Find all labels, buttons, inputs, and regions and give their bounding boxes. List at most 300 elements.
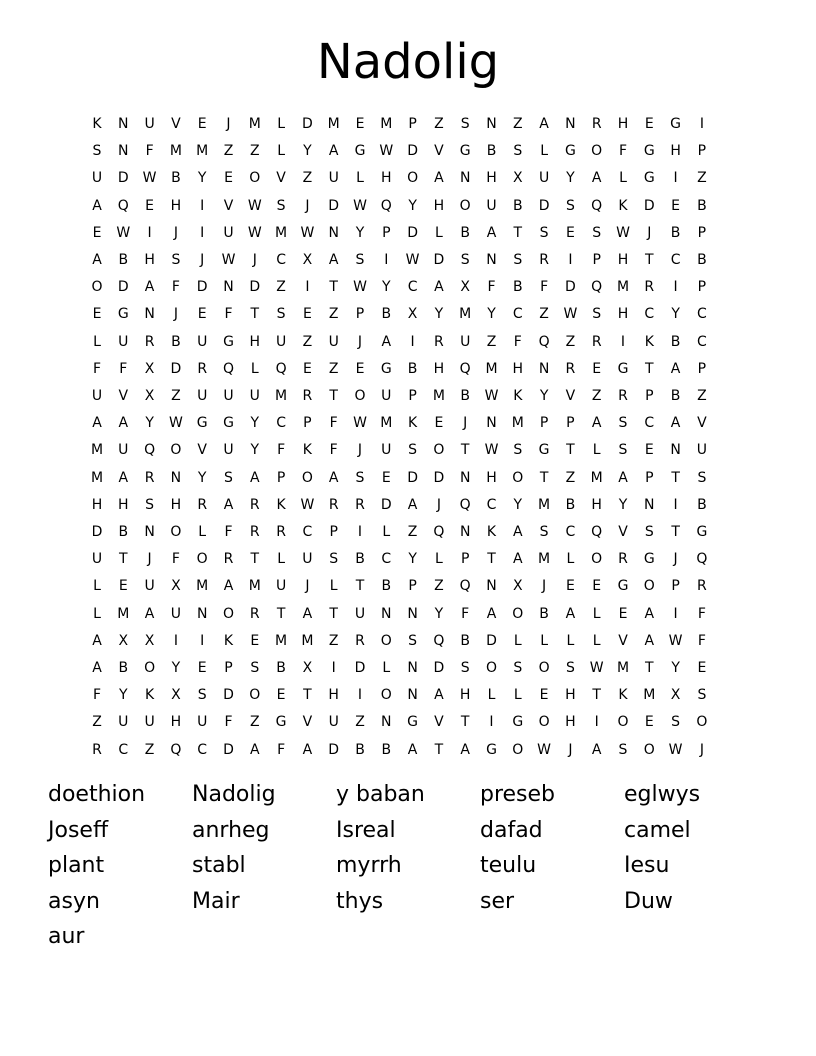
grid-letter: F: [461, 605, 470, 622]
grid-letter: L: [566, 551, 575, 568]
grid-letter: K: [513, 388, 523, 404]
grid-letter: N: [644, 496, 655, 513]
grid-letter: F: [92, 360, 102, 377]
grid-letter: E: [118, 578, 128, 595]
grid-letter: N: [486, 116, 497, 132]
grid-letter: I: [410, 333, 415, 350]
word-list-item: camel: [624, 817, 691, 843]
grid-letter: Q: [696, 551, 708, 568]
grid-letter: X: [144, 388, 155, 404]
grid-letter: D: [407, 469, 418, 486]
grid-letter: H: [170, 197, 182, 214]
grid-letter: O: [591, 551, 603, 568]
grid-letter: S: [276, 306, 286, 323]
grid-letter: R: [92, 741, 102, 758]
grid-letter: G: [643, 551, 655, 568]
grid-letter: N: [407, 687, 418, 704]
grid-letter: F: [329, 415, 338, 432]
word-list-item: anrheg: [192, 817, 270, 843]
grid-letter: E: [434, 415, 444, 432]
grid-letter: R: [539, 252, 549, 268]
word-list-item: plant: [48, 853, 105, 878]
grid-letter: E: [276, 687, 286, 704]
word-list-item: Isreal: [336, 817, 396, 843]
grid-letter: W: [405, 252, 420, 268]
grid-letter: Q: [459, 578, 471, 595]
grid-letter: S: [592, 306, 602, 323]
grid-letter: S: [171, 252, 181, 268]
grid-letter: S: [460, 252, 470, 268]
grid-letter: F: [540, 279, 549, 296]
grid-letter: F: [119, 360, 128, 377]
grid-letter: W: [668, 632, 683, 649]
grid-letter: V: [565, 388, 576, 404]
grid-letter: K: [618, 197, 628, 214]
grid-letter: W: [116, 224, 131, 241]
grid-letter: U: [170, 605, 182, 622]
grid-letter: F: [224, 524, 233, 540]
grid-letter: P: [408, 578, 417, 595]
grid-letter: C: [276, 252, 286, 268]
grid-letter: R: [355, 632, 365, 649]
grid-letter: T: [250, 306, 260, 323]
grid-letter: H: [670, 143, 681, 160]
grid-letter: A: [591, 415, 602, 432]
grid-letter: H: [617, 306, 629, 323]
grid-letter: Y: [487, 306, 496, 323]
grid-letter: M: [275, 388, 288, 404]
grid-letter: J: [226, 116, 231, 132]
grid-letter: Q: [591, 279, 603, 296]
grid-letter: G: [354, 143, 366, 160]
grid-letter: A: [92, 197, 102, 214]
grid-letter: H: [512, 360, 524, 377]
grid-letter: M: [485, 360, 498, 377]
grid-letter: P: [645, 469, 654, 486]
grid-letter: E: [381, 469, 391, 486]
grid-letter: R: [565, 360, 576, 377]
grid-letter: D: [328, 197, 340, 214]
grid-letter: A: [486, 605, 497, 622]
grid-letter: Q: [459, 496, 471, 513]
grid-letter: L: [540, 632, 548, 649]
word-list-item: myrrh: [336, 853, 402, 878]
grid-letter: D: [328, 741, 340, 758]
grid-letter: P: [408, 116, 417, 132]
grid-letter: B: [118, 524, 129, 540]
grid-letter: Q: [222, 360, 235, 377]
grid-letter: Y: [250, 442, 260, 459]
grid-letter: O: [617, 714, 629, 731]
grid-letter: J: [147, 551, 152, 568]
grid-letter: G: [512, 714, 524, 731]
grid-letter: T: [645, 660, 654, 676]
word-list-item: doethion: [48, 782, 146, 807]
grid-letter: B: [539, 605, 549, 622]
grid-letter: A: [407, 741, 418, 758]
grid-letter: D: [380, 496, 392, 513]
grid-letter: X: [460, 279, 470, 296]
grid-letter: T: [487, 551, 496, 568]
grid-letter: F: [224, 714, 233, 731]
grid-letter: T: [276, 605, 286, 622]
grid-letter: K: [92, 116, 102, 132]
grid-letter: Z: [434, 116, 444, 132]
grid-letter: X: [407, 306, 418, 323]
grid-letter: S: [513, 442, 523, 459]
grid-letter: S: [565, 197, 575, 214]
grid-letter: I: [200, 197, 205, 214]
grid-letter: C: [697, 333, 707, 350]
grid-letter: C: [118, 741, 129, 758]
grid-letter: D: [354, 660, 366, 676]
grid-letter: I: [489, 714, 494, 731]
grid-letter: Z: [407, 524, 418, 540]
grid-letter: B: [276, 660, 286, 676]
grid-letter: I: [331, 660, 336, 676]
grid-letter: R: [355, 496, 365, 513]
grid-letter: H: [565, 714, 576, 731]
grid-letter: W: [537, 741, 552, 758]
grid-letter: D: [407, 143, 418, 160]
grid-letter: D: [433, 660, 445, 676]
grid-letter: T: [566, 442, 575, 459]
grid-letter: I: [357, 524, 363, 540]
grid-letter: T: [355, 578, 365, 595]
grid-letter: V: [434, 143, 444, 160]
grid-letter: A: [92, 252, 102, 268]
grid-letter: R: [328, 496, 339, 513]
grid-letter: F: [277, 442, 286, 459]
grid-letter: Z: [328, 632, 339, 649]
grid-letter: D: [117, 279, 129, 296]
grid-letter: A: [328, 143, 339, 160]
word-list-item: Duw: [624, 888, 673, 914]
grid-letter: P: [645, 388, 654, 404]
grid-letter: L: [487, 687, 496, 704]
grid-letter: N: [486, 415, 497, 432]
grid-letter: F: [513, 333, 522, 350]
grid-letter: M: [327, 116, 340, 132]
grid-letter: B: [697, 197, 707, 214]
grid-letter: O: [91, 279, 103, 296]
grid-letter: I: [357, 687, 363, 704]
grid-letter: S: [618, 741, 628, 758]
grid-letter: E: [618, 605, 628, 622]
grid-letter: L: [434, 224, 443, 241]
grid-letter: C: [381, 551, 392, 568]
grid-letter: A: [460, 741, 470, 758]
word-list-item: Mair: [192, 888, 240, 914]
grid-letter: R: [434, 333, 444, 350]
grid-letter: W: [300, 496, 315, 513]
grid-letter: A: [118, 469, 129, 486]
grid-letter: W: [616, 224, 630, 241]
grid-letter: M: [380, 415, 393, 432]
grid-letter: Y: [145, 415, 154, 432]
grid-letter: W: [353, 415, 367, 432]
grid-letter: W: [142, 170, 157, 187]
grid-letter: I: [384, 252, 389, 268]
grid-letter: Y: [408, 551, 417, 568]
grid-letter: M: [432, 388, 445, 404]
grid-letter: R: [197, 496, 208, 513]
grid-letter: O: [591, 143, 603, 160]
grid-letter: N: [407, 605, 418, 622]
grid-letter: S: [697, 687, 707, 704]
grid-letter: F: [697, 632, 706, 649]
grid-letter: G: [617, 578, 629, 595]
grid-letter: T: [303, 687, 312, 704]
grid-letter: I: [305, 279, 310, 296]
grid-letter: N: [381, 714, 392, 731]
grid-letter: E: [250, 632, 260, 649]
grid-letter: I: [699, 116, 704, 132]
grid-letter: L: [566, 632, 575, 649]
grid-letter: K: [145, 687, 155, 704]
grid-letter: Y: [618, 496, 628, 513]
grid-letter: A: [328, 469, 339, 486]
grid-letter: O: [380, 687, 392, 704]
grid-letter: Z: [223, 143, 234, 160]
grid-letter: J: [647, 224, 652, 241]
grid-letter: N: [144, 524, 155, 540]
grid-letter: O: [170, 442, 182, 459]
grid-letter: M: [275, 632, 288, 649]
grid-letter: Y: [355, 224, 365, 241]
word-list-item: y baban: [336, 782, 425, 807]
grid-letter: V: [118, 388, 129, 404]
grid-letter: J: [542, 578, 547, 595]
grid-letter: X: [118, 632, 129, 649]
grid-letter: U: [538, 170, 550, 187]
grid-letter: U: [460, 333, 471, 350]
grid-letter: N: [670, 442, 681, 459]
grid-letter: S: [355, 469, 365, 486]
grid-letter: V: [223, 197, 234, 214]
grid-letter: O: [512, 741, 524, 758]
grid-letter: N: [170, 469, 182, 486]
grid-letter: E: [355, 116, 365, 132]
grid-letter: O: [512, 469, 524, 486]
grid-letter: H: [591, 496, 602, 513]
grid-letter: C: [644, 415, 655, 432]
grid-letter: C: [197, 741, 208, 758]
grid-letter: Q: [591, 197, 603, 214]
grid-letter: E: [644, 116, 654, 132]
word-list-item: Joseff: [48, 817, 109, 843]
grid-letter: G: [643, 170, 655, 187]
grid-letter: A: [434, 279, 444, 296]
grid-letter: R: [591, 333, 602, 350]
grid-letter: Z: [697, 170, 707, 187]
grid-letter: J: [173, 306, 178, 323]
grid-letter: L: [93, 333, 101, 350]
grid-letter: U: [249, 388, 260, 404]
grid-letter: U: [486, 197, 497, 214]
grid-letter: C: [486, 496, 497, 513]
grid-letter: H: [486, 469, 497, 486]
grid-letter: A: [434, 687, 444, 704]
grid-letter: Y: [671, 306, 680, 323]
grid-letter: T: [434, 741, 444, 758]
grid-letter: H: [381, 170, 392, 187]
grid-letter: G: [380, 360, 392, 377]
grid-letter: A: [644, 605, 655, 622]
grid-letter: H: [459, 687, 471, 704]
grid-letter: H: [170, 714, 182, 731]
grid-letter: Y: [539, 388, 549, 404]
grid-letter: U: [223, 224, 234, 241]
grid-letter: O: [696, 714, 708, 731]
grid-letter: M: [196, 143, 209, 160]
grid-letter: X: [171, 578, 181, 595]
grid-letter: E: [592, 360, 602, 377]
grid-letter: N: [328, 224, 339, 241]
grid-letter: M: [90, 442, 104, 459]
grid-letter: F: [618, 143, 628, 160]
grid-letter: T: [119, 551, 128, 568]
grid-letter: G: [275, 714, 287, 731]
grid-letter: N: [407, 660, 418, 676]
grid-letter: L: [277, 116, 285, 132]
grid-letter: Y: [197, 170, 207, 187]
grid-letter: P: [303, 415, 312, 432]
grid-letter: V: [618, 524, 628, 540]
grid-letter: E: [565, 224, 575, 241]
grid-letter: V: [197, 442, 207, 459]
grid-letter: L: [592, 632, 601, 649]
grid-letter: L: [198, 524, 207, 540]
grid-letter: H: [328, 687, 339, 704]
grid-letter: F: [145, 143, 154, 160]
grid-letter: Z: [328, 306, 339, 323]
grid-letter: U: [223, 442, 234, 459]
grid-letter: G: [670, 116, 682, 132]
grid-letter: E: [697, 660, 707, 676]
grid-letter: F: [277, 741, 286, 758]
grid-letter: C: [644, 306, 655, 323]
grid-letter: A: [565, 605, 576, 622]
grid-letter: E: [671, 197, 681, 214]
grid-letter: M: [380, 116, 393, 132]
grid-letter: S: [408, 632, 418, 649]
grid-letter: A: [513, 551, 523, 568]
grid-letter: K: [486, 524, 497, 540]
grid-letter: E: [644, 714, 654, 731]
grid-letter: Z: [697, 388, 707, 404]
grid-letter: E: [592, 578, 602, 595]
grid-letter: L: [540, 143, 548, 160]
grid-letter: D: [223, 687, 234, 704]
grid-letter: U: [197, 388, 208, 404]
grid-letter: N: [118, 116, 129, 132]
grid-letter: X: [144, 360, 155, 377]
grid-letter: W: [221, 252, 236, 268]
grid-letter: T: [645, 360, 654, 377]
grid-letter: A: [591, 170, 602, 187]
grid-letter: W: [247, 197, 262, 214]
grid-letter: Y: [434, 605, 444, 622]
grid-letter: H: [249, 333, 261, 350]
grid-letter: E: [302, 306, 312, 323]
grid-letter: S: [329, 551, 339, 568]
grid-letter: L: [93, 578, 101, 595]
grid-letter: U: [144, 578, 155, 595]
grid-letter: Z: [486, 333, 497, 350]
grid-letter: L: [434, 551, 443, 568]
grid-letter: H: [433, 197, 445, 214]
grid-letter: Y: [566, 170, 575, 187]
grid-letter: X: [670, 687, 681, 704]
grid-letter: N: [196, 605, 208, 622]
grid-letter: B: [512, 279, 523, 296]
grid-letter: K: [408, 415, 418, 432]
grid-letter: H: [617, 116, 629, 132]
grid-letter: A: [328, 252, 339, 268]
grid-letter: Q: [117, 197, 129, 214]
grid-letter: U: [354, 605, 366, 622]
grid-letter: O: [407, 170, 419, 187]
grid-letter: U: [381, 388, 392, 404]
grid-letter: P: [460, 551, 470, 568]
grid-letter: B: [460, 224, 470, 241]
grid-letter: A: [434, 170, 444, 187]
grid-letter: D: [223, 741, 234, 758]
grid-letter: I: [594, 714, 599, 731]
grid-letter: A: [302, 741, 313, 758]
grid-letter: M: [169, 143, 182, 160]
grid-letter: A: [591, 741, 602, 758]
grid-letter: P: [382, 224, 391, 241]
grid-letter: L: [250, 360, 259, 377]
grid-letter: Q: [380, 197, 392, 214]
grid-letter: B: [486, 143, 497, 160]
grid-letter: A: [250, 469, 260, 486]
grid-letter: R: [197, 360, 208, 377]
grid-letter: L: [382, 524, 391, 540]
grid-letter: O: [380, 632, 392, 649]
grid-letter: E: [197, 116, 207, 132]
grid-letter: U: [91, 170, 103, 187]
grid-letter: W: [168, 415, 183, 432]
grid-letter: L: [382, 660, 391, 676]
grid-letter: I: [673, 170, 678, 187]
grid-letter: A: [92, 632, 102, 649]
grid-letter: S: [250, 660, 260, 676]
grid-letter: Y: [171, 660, 181, 676]
grid-letter: W: [353, 279, 367, 296]
grid-letter: Z: [434, 578, 444, 595]
grid-letter: J: [568, 741, 573, 758]
grid-letter: M: [643, 687, 656, 704]
grid-letter: I: [568, 252, 573, 268]
grid-letter: O: [433, 442, 445, 459]
grid-letter: T: [329, 605, 338, 622]
grid-letter: J: [673, 551, 678, 568]
grid-letter: U: [144, 116, 155, 132]
grid-letter: S: [671, 714, 681, 731]
grid-letter: G: [486, 741, 497, 758]
grid-letter: Y: [303, 143, 312, 160]
grid-letter: G: [407, 714, 419, 731]
grid-letter: C: [670, 252, 681, 268]
grid-letter: I: [200, 632, 205, 649]
grid-letter: M: [90, 469, 104, 486]
grid-letter: X: [171, 687, 181, 704]
grid-letter: M: [459, 306, 472, 323]
grid-letter: P: [408, 388, 417, 404]
